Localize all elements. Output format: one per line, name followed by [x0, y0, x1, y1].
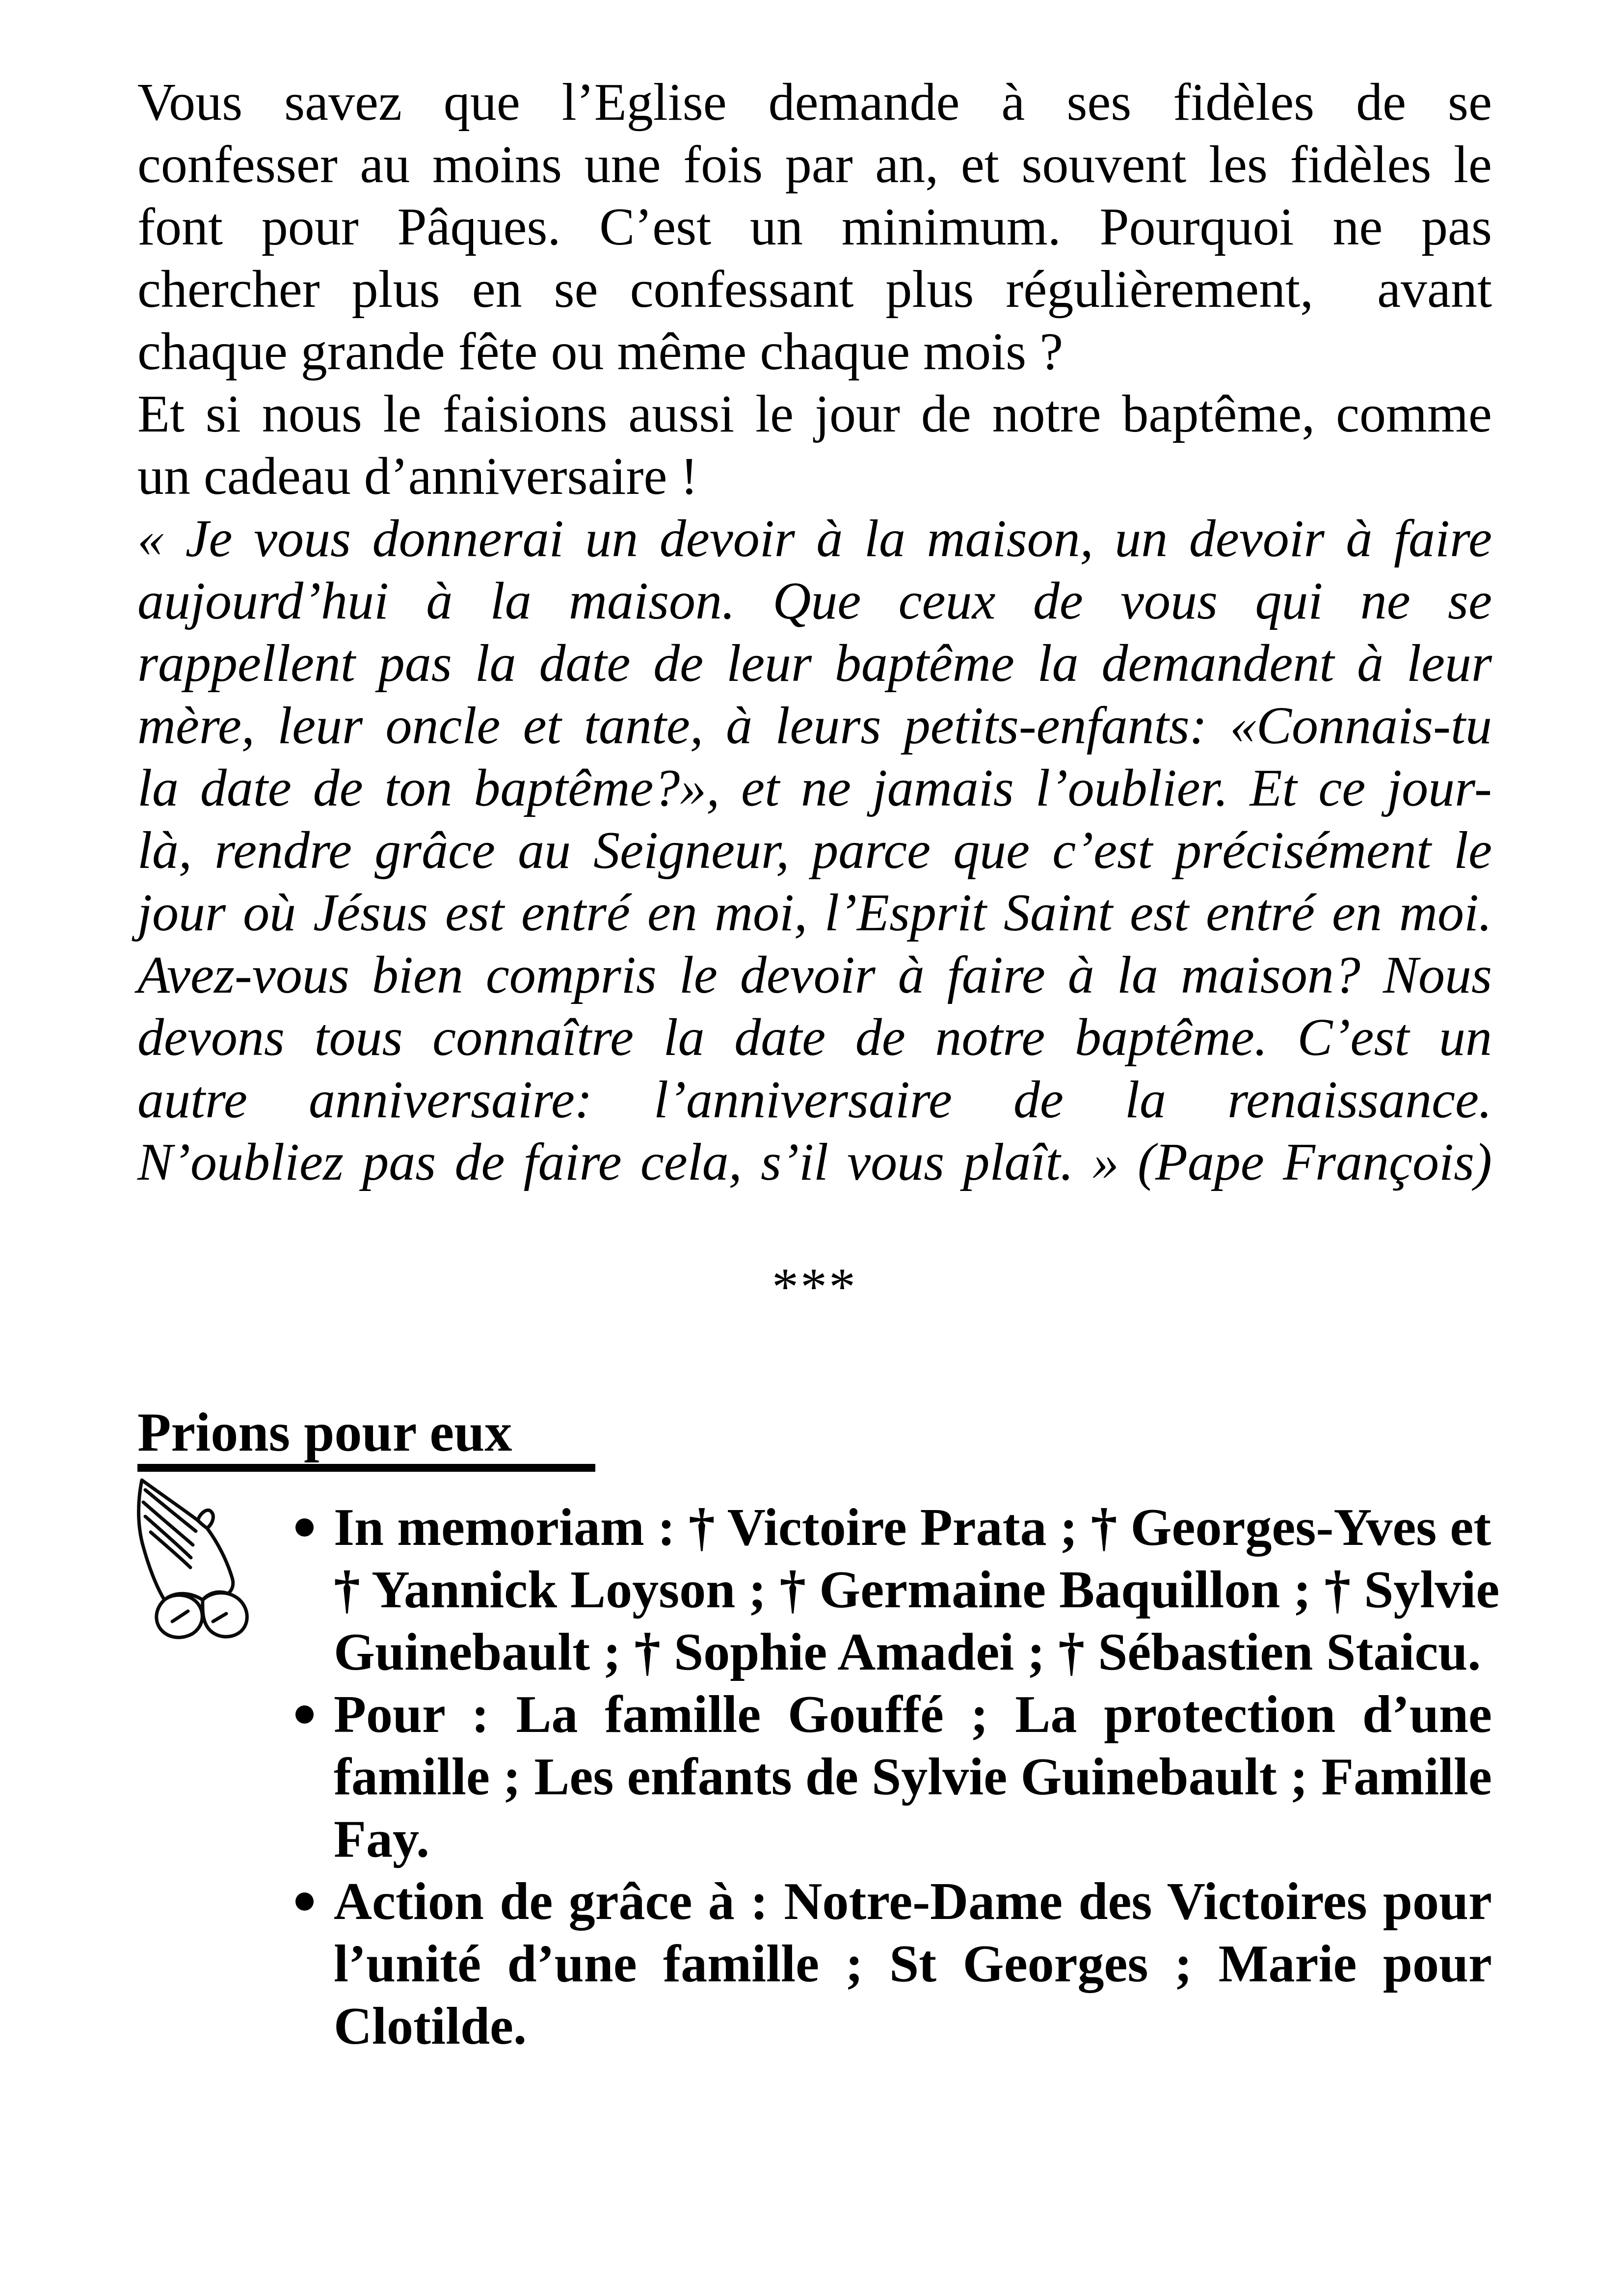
text-line: chercher plus en se confessant plus régulièrement, avant — [137, 260, 1492, 319]
text-line: Pour : La famille Gouffé ; La protection d’une — [334, 1685, 1492, 1744]
text-line: jour où Jésus est entré en moi, l’Esprit Saint est entré en moi. — [137, 884, 1492, 942]
text-line: « Je vous donnerai un devoir à la maison, un devoir à faire — [137, 510, 1492, 568]
text-line: Guinebault ; † Sophie Amadei ; † Sébastien Staicu. — [334, 1623, 1481, 1681]
prayer-heading-text: Prions pour eux — [137, 1402, 595, 1472]
text-line: Avez-vous bien compris le devoir à faire à la maison? Nous — [137, 946, 1492, 1004]
prayer-section-heading — [137, 1402, 1492, 1472]
text-line: In memoriam : † Victoire Prata ; † Georges-Yves et — [334, 1498, 1491, 1557]
paragraph-bapteme — [137, 383, 1492, 508]
list-item — [137, 1683, 1492, 1870]
text-line: Et si nous le faisions aussi le jour de notre baptême, comme — [137, 385, 1492, 443]
prayer-list — [137, 1496, 1500, 2057]
list-item-text — [334, 1496, 1500, 1683]
paragraph-confession — [137, 71, 1492, 383]
text-line: un cadeau d’anniversaire ! — [137, 447, 698, 506]
text-line: font pour Pâques. C’est un minimum. Pourquoi ne pas — [137, 198, 1492, 256]
text-line: † Yannick Loyson ; † Germaine Baquillon ; † Sylvie — [334, 1561, 1500, 1619]
list-item — [137, 1496, 1500, 1683]
praying-hands-icon — [114, 1473, 253, 1642]
text-line: Action de grâce à : Notre-Dame des Victoires pour — [334, 1872, 1492, 1931]
text-line: autre anniversaire: l’anniversaire de la renaissance. — [137, 1071, 1492, 1129]
text-line: rappellent pas la date de leur baptême la demandent à leur — [137, 634, 1492, 693]
quote-pape-francois — [137, 508, 1492, 1193]
text-line: Clotilde. — [334, 1997, 527, 2055]
text-line: Vous savez que l’Eglise demande à ses fidèles de se — [137, 73, 1492, 132]
text-line: aujourd’hui à la maison. Que ceux de vous qui ne se — [137, 572, 1492, 630]
section-separator: *** — [772, 1258, 857, 1316]
bullet-dot — [295, 1518, 314, 1537]
bullet-dot — [295, 1705, 314, 1724]
text-line: devons tous connaître la date de notre baptême. C’est un — [137, 1008, 1492, 1067]
text-line: mère, leur oncle et tante, à leurs petits-enfants: «Connais-tu — [137, 697, 1492, 755]
list-item-text — [334, 1870, 1492, 2057]
text-line: Fay. — [334, 1810, 430, 1868]
text-line: confesser au moins une fois par an, et souvent les fidèles le — [137, 135, 1492, 194]
text-line: N’oubliez pas de faire cela, s’il vous plaît. » (Pape François) — [137, 1133, 1492, 1191]
text-line: famille ; Les enfants de Sylvie Guinebault ; Famille — [334, 1748, 1492, 1806]
text-line: chaque grande fête ou même chaque mois ? — [137, 323, 1064, 381]
text-line: la date de ton baptême?», et ne jamais l’oublier. Et ce jour- — [137, 759, 1492, 817]
list-item-text — [334, 1683, 1492, 1870]
text-line: l’unité d’une famille ; St Georges ; Marie pour — [334, 1935, 1492, 1993]
text-line: là, rendre grâce au Seigneur, parce que c’est précisément le — [137, 821, 1492, 880]
bullet-dot — [295, 1892, 314, 1911]
list-item — [137, 1870, 1492, 2057]
